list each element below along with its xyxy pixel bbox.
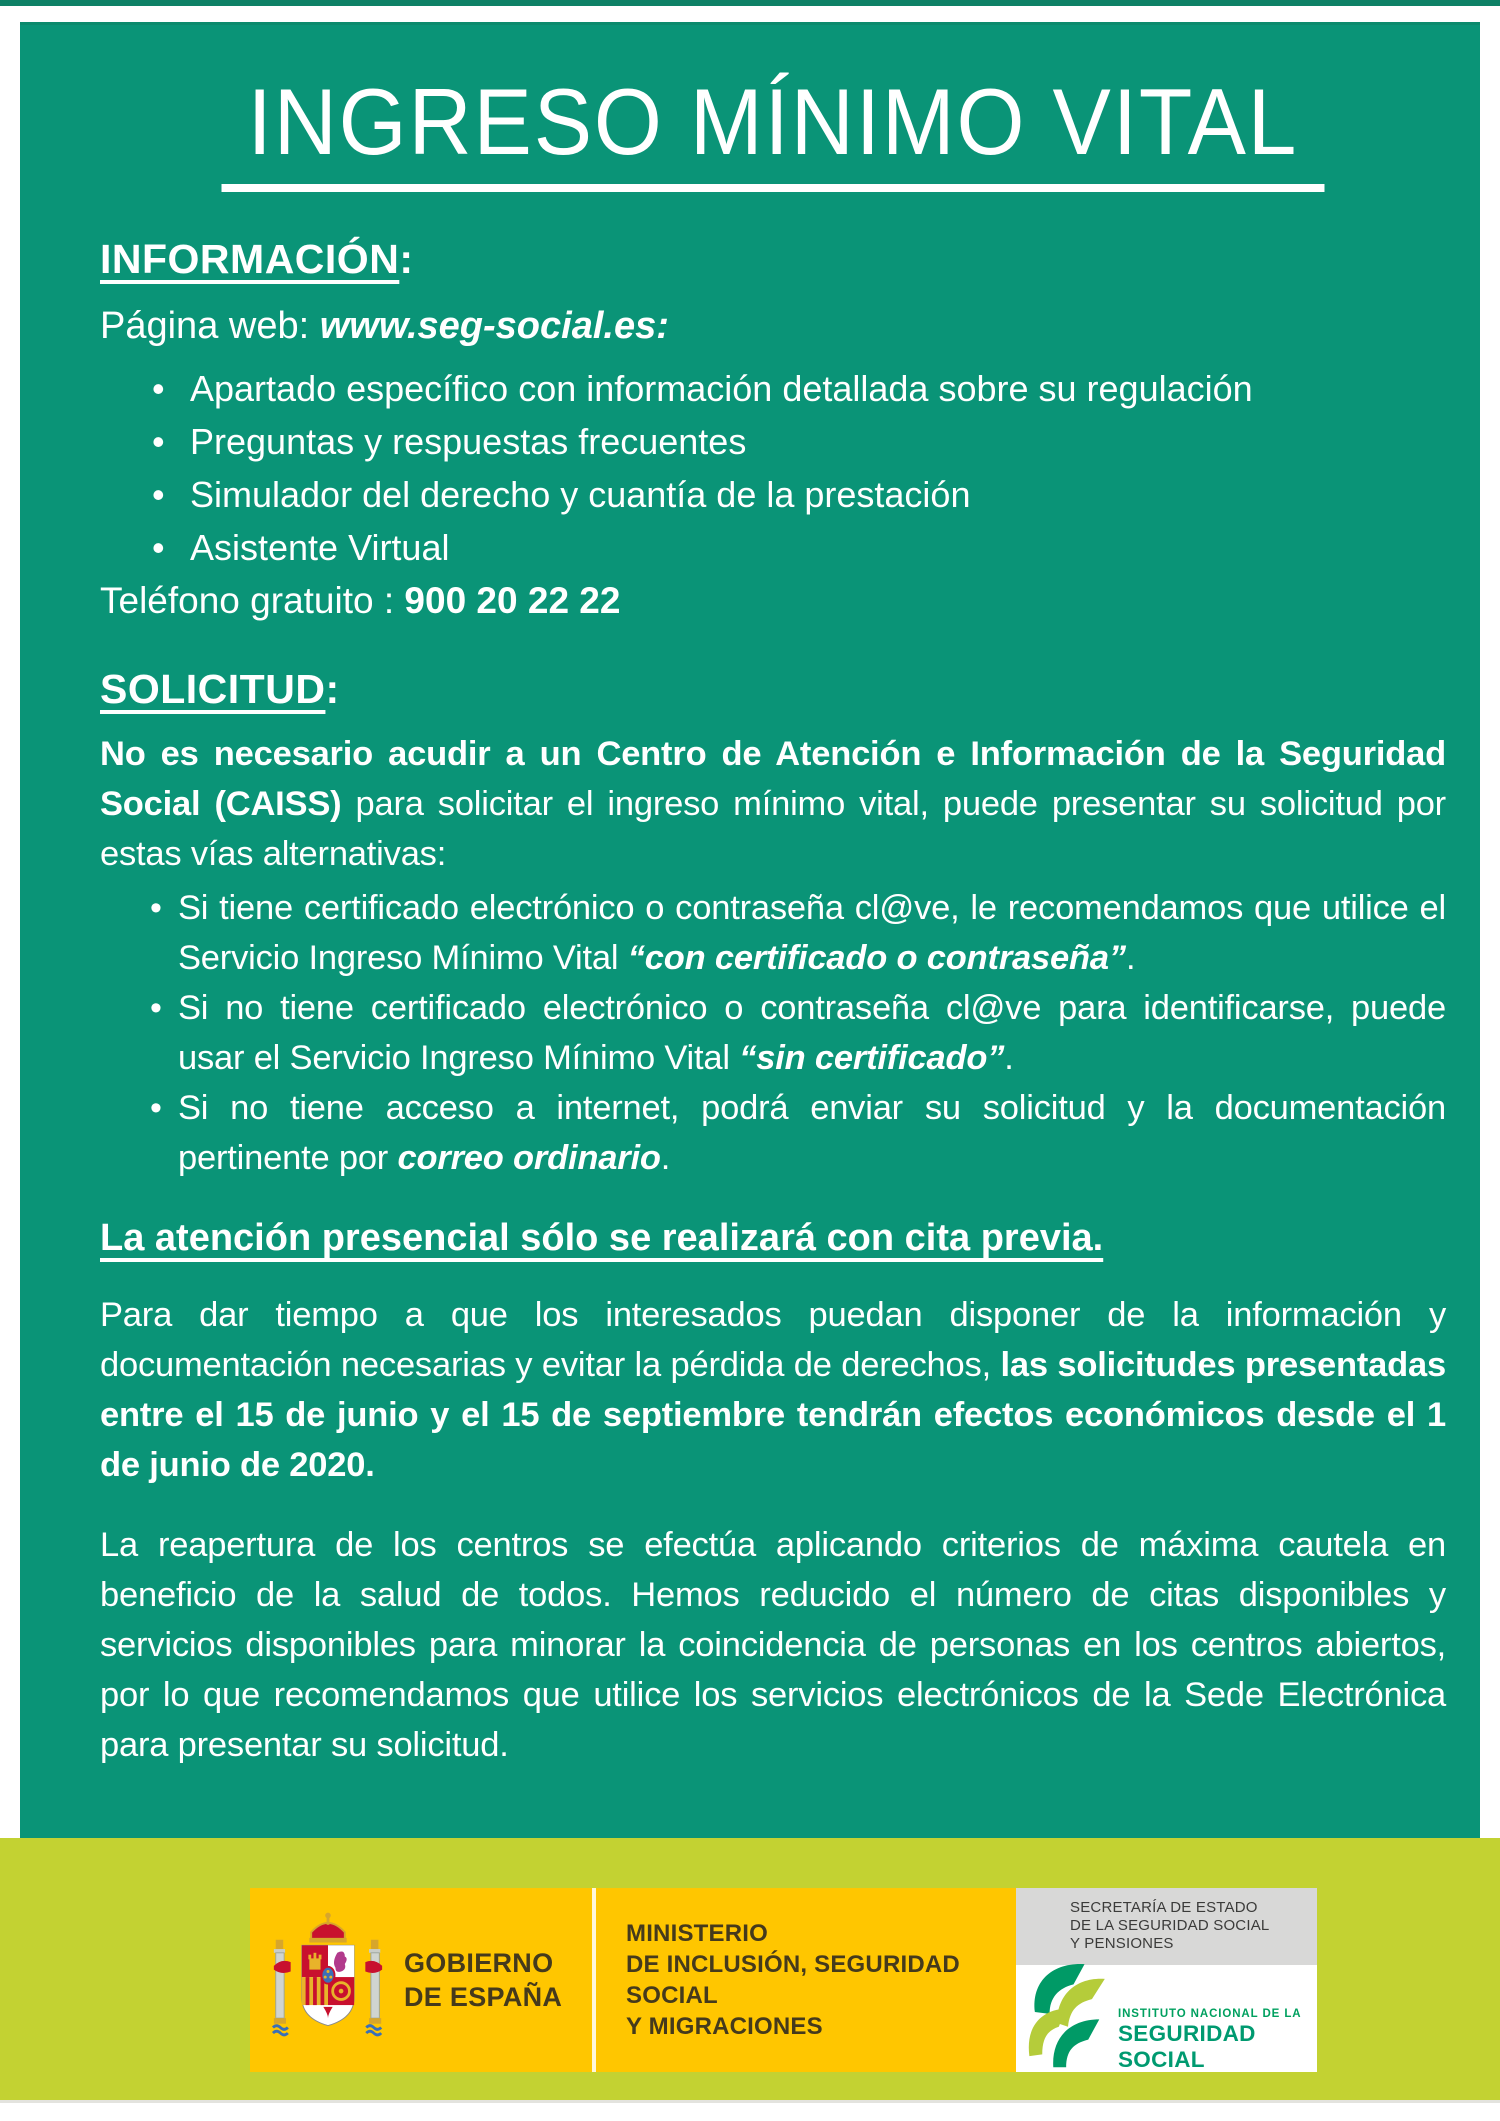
gobierno-section xyxy=(250,1888,592,2072)
list-item: • Asistente Virtual xyxy=(152,521,1446,574)
ministerio-section: MINISTERIO DE INCLUSIÓN, SEGURIDAD SOCIAL Y MIGRACIONES xyxy=(626,1920,960,2040)
info-bullet-list xyxy=(100,362,1446,574)
list-item: • Preguntas y respuestas frecuentes xyxy=(152,415,1446,468)
secretaria-header: SECRETARÍA DE ESTADO DE LA SEGURIDAD SOCIAL Y PENSIONES xyxy=(1016,1888,1317,1965)
inss-double-s-icon xyxy=(1022,1953,1114,2076)
solicitud-intro: No es necesario acudir a un Centro de Atención e Información de la Seguridad Social (CAISS) para solicitar el ingreso mínimo vital, puede presentar su solicitud por estas vías alternativas: xyxy=(100,734,1446,873)
inss-logo-box xyxy=(1016,1888,1317,2072)
footer-band xyxy=(0,1838,1500,2100)
inss-body xyxy=(1016,1965,1317,2072)
list-item: • Simulador del derecho y cuantía de la prestación xyxy=(152,468,1446,521)
effects-paragraph: Para dar tiempo a que los interesados puedan disponer de la información y documentación necesarias y evitar la pérdida de derechos, las solicitudes presentadas entre el 15 de junio y el 15 de septiembre tendrán efectos económicos desde el 1 de junio de 2020. xyxy=(100,1295,1446,1484)
top-edge-strip xyxy=(0,0,1500,6)
list-item: • Si no tiene acceso a internet, podrá enviar su solicitud y la documentación pertinente por correo ordinario. xyxy=(148,1083,1446,1183)
title-area xyxy=(100,25,1446,192)
phone-label: Teléfono gratuito : xyxy=(100,579,405,621)
reopening-paragraph: La reapertura de los centros se efectúa aplicando criterios de máxima cautela en beneficio de la salud de todos. Hemos reducido el número de citas disponibles y servicios disponibles para minorar la coincidencia de personas en los centros abiertos, por lo que recomendamos que utilice los servicios electrónicos de la Sede Electrónica para presentar su solicitud. xyxy=(100,1525,1446,1764)
web-line xyxy=(100,305,1446,348)
web-url: www.seg-social.es: xyxy=(319,304,669,347)
list-item: • Si tiene certificado electrónico o contraseña cl@ve, le recomendamos que utilice el Servicio Ingreso Mínimo Vital “con certificado o contraseña”. xyxy=(148,883,1446,983)
solicitud-bullet-list xyxy=(100,883,1446,1183)
phone-line xyxy=(100,580,1446,622)
phone-number: 900 20 22 22 xyxy=(404,579,621,621)
informacion-heading: INFORMACIÓN: xyxy=(100,235,414,282)
main-green-panel xyxy=(20,22,1480,1838)
bottom-edge-line xyxy=(0,2100,1500,2103)
page-title: INGRESO MÍNIMO VITAL xyxy=(222,73,1325,192)
logo-divider xyxy=(592,1888,596,2072)
list-item: • Si no tiene certificado electrónico o contraseña cl@ve para identificarse, puede usar el Servicio Ingreso Mínimo Vital “sin certificado”. xyxy=(148,983,1446,1083)
web-label: Página web: xyxy=(100,304,320,347)
inss-text: INSTITUTO NACIONAL DE LA SEGURIDAD SOCIAL xyxy=(1118,2008,1302,2072)
gobierno-text: GOBIERNO DE ESPAÑA xyxy=(404,1948,563,2012)
solicitud-heading: SOLICITUD: xyxy=(100,665,340,712)
list-item: • Apartado específico con información detallada sobre su regulación xyxy=(152,362,1446,415)
spain-coat-of-arms-icon xyxy=(272,1908,384,2053)
gobierno-ministerio-logo-box xyxy=(250,1888,1016,2072)
cita-previa-notice: La atención presencial sólo se realizará con cita previa. xyxy=(100,1216,1104,1259)
